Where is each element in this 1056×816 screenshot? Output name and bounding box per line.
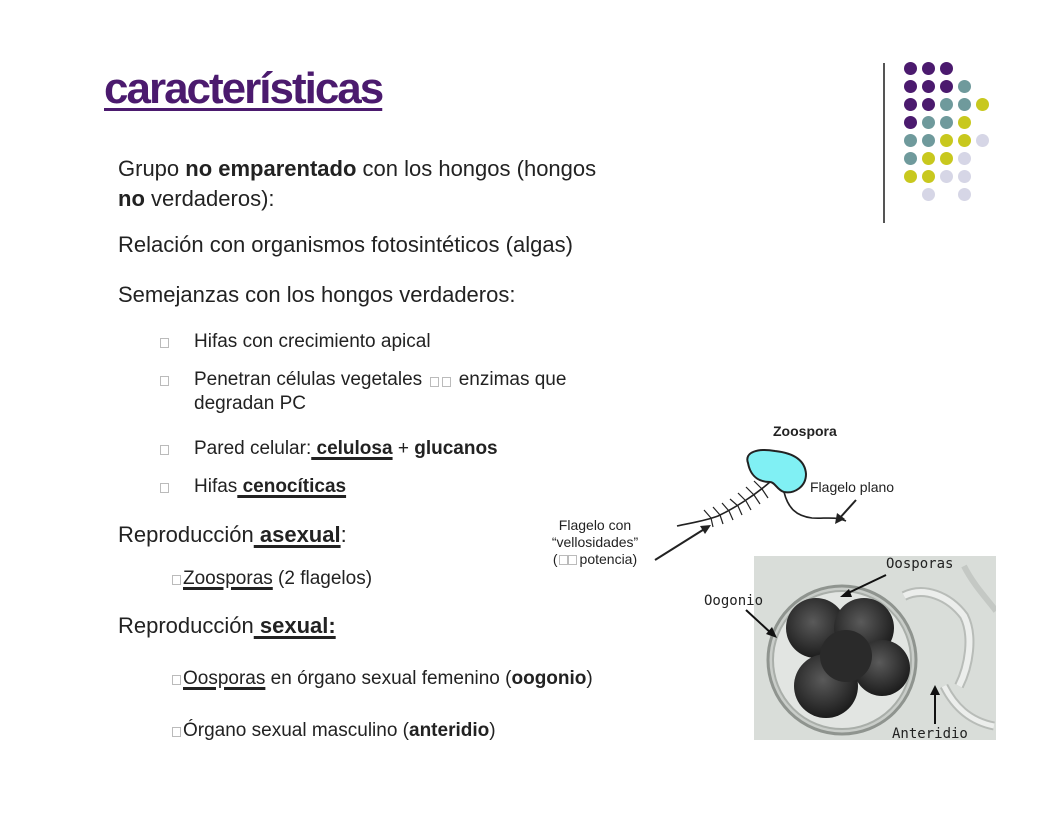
flagellum-hairs bbox=[704, 481, 768, 527]
zoospore-body bbox=[747, 450, 806, 492]
bullet-coenocytic: Hifas cenocíticas bbox=[160, 475, 346, 499]
sexual-item-anteridio: Órgano sexual masculino (anteridio) bbox=[172, 719, 496, 743]
flagelo-con-label: Flagelo con “vellosidades” ( potencia) bbox=[551, 517, 639, 567]
anteridio-label: Anteridio bbox=[892, 726, 968, 742]
bullet-penetrate-cells: Penetran células vegetales enzimas que degradan PC bbox=[160, 368, 566, 416]
sexual-heading: Reproducción sexual: bbox=[118, 613, 336, 638]
page-title: características bbox=[104, 64, 383, 113]
flagelo-plano-label: Flagelo plano bbox=[810, 479, 895, 495]
arrow-glyph-icon bbox=[568, 555, 577, 565]
oogonium-micrograph bbox=[754, 556, 996, 740]
micrograph-drawing bbox=[754, 556, 996, 740]
intro-line-2: no verdaderos): bbox=[118, 186, 275, 211]
intro-line-1: Grupo no emparentado con los hongos (hongos bbox=[118, 156, 597, 181]
bullet-apical-growth: Hifas con crecimiento apical bbox=[160, 330, 431, 354]
zoospora-label: Zoospora bbox=[773, 423, 837, 439]
similarities-heading: Semejanzas con los hongos verdaderos: bbox=[118, 282, 516, 307]
oosporas-label: Oosporas bbox=[886, 556, 954, 572]
asexual-heading: Reproducción asexual: bbox=[118, 522, 347, 547]
bullet-cell-wall: Pared celular: celulosa + glucanos bbox=[160, 437, 498, 461]
asexual-item-zoosporas: Zoosporas (2 flagelos) bbox=[172, 567, 372, 591]
sexual-item-oosporas: Oosporas en órgano sexual femenino (oogonio) bbox=[172, 667, 593, 691]
algae-relation: Relación con organismos fotosintéticos (algas) bbox=[118, 232, 573, 257]
oogonio-label: Oogonio bbox=[704, 593, 764, 609]
arrow-glyph-icon bbox=[559, 555, 568, 565]
